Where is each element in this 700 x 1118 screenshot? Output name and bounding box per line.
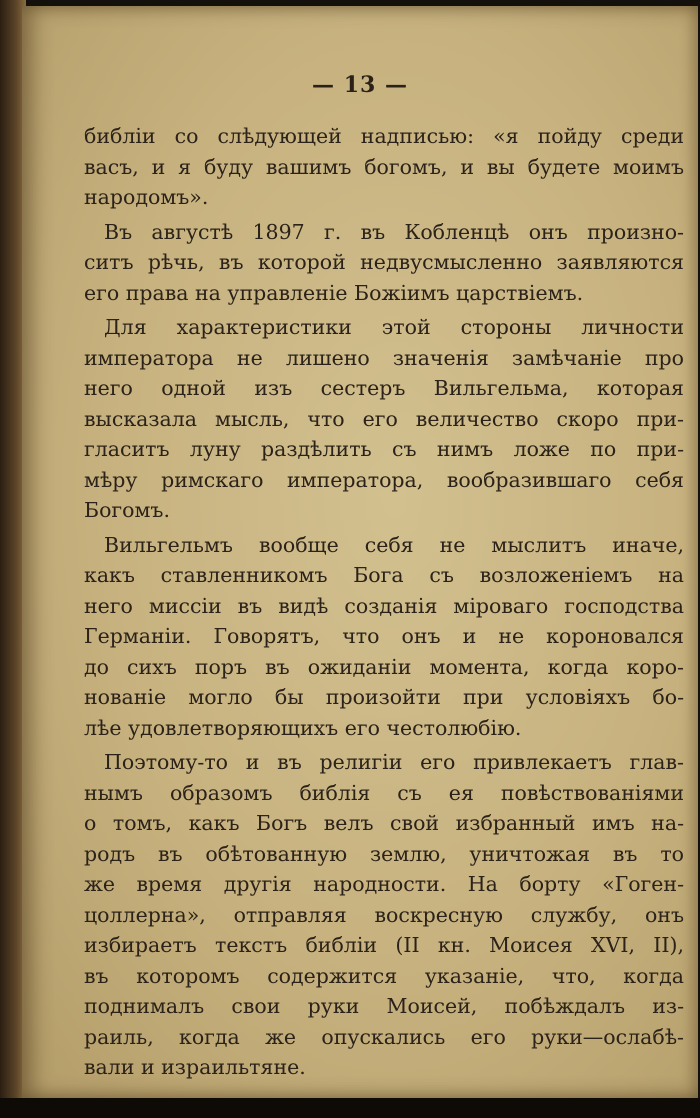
text-line: избираетъ текстъ библіи (II кн. Моисея XVI, II), bbox=[84, 933, 684, 957]
text-line: высказала мысль, что его величество скоро при- bbox=[84, 406, 684, 431]
text-line: гласитъ луну раздѣлить съ нимъ ложе по при- bbox=[84, 437, 684, 461]
body-text bbox=[84, 121, 684, 1083]
text-line: родъ въ обѣтованную землю, уничтожая въ то bbox=[84, 841, 684, 866]
text-line: Богомъ. bbox=[84, 498, 170, 522]
bottom-shadow bbox=[0, 1098, 700, 1118]
text-line: Въ августѣ 1897 г. въ Кобленцѣ онъ произно- bbox=[104, 219, 684, 244]
text-line: въ которомъ содержится указаніе, что, когда bbox=[84, 963, 684, 988]
text-line: народомъ». bbox=[84, 185, 209, 209]
text-line: Вильгельмъ вообще себя не мыслитъ иначе, bbox=[104, 532, 684, 557]
text-line: нымъ образомъ библія съ ея повѣствованіями bbox=[84, 780, 684, 805]
text-line: него одной изъ сестеръ Вильгельма, которая bbox=[84, 376, 684, 400]
text-line: какъ ставленникомъ Бога съ возложеніемъ на bbox=[84, 563, 684, 587]
text-line: поднималъ свои руки Моисей, побѣждалъ из- bbox=[84, 994, 684, 1018]
text-line: до сихъ поръ въ ожиданіи момента, когда коро- bbox=[84, 654, 684, 679]
text-line: лѣе удовлетворяющихъ его честолюбію. bbox=[84, 715, 522, 740]
text-line: его права на управленіе Божіимъ царствіемъ. bbox=[84, 280, 584, 305]
book-page bbox=[22, 6, 698, 1098]
text-line: него миссіи въ видѣ созданія міроваго господства bbox=[84, 593, 684, 618]
text-line: императора не лишено значенія замѣчаніе про bbox=[84, 345, 684, 370]
text-line: Германіи. Говорятъ, что онъ и не короновался bbox=[84, 624, 684, 648]
text-line: васъ, и я буду вашимъ богомъ, и вы будете моимъ bbox=[84, 154, 684, 179]
text-line: вали и израильтяне. bbox=[84, 1055, 306, 1079]
text-line: библіи со слѣдующей надписью: «я пойду среди bbox=[84, 124, 684, 148]
text-line: Поэтому-то и въ религіи его привлекаетъ глав- bbox=[104, 750, 684, 774]
text-line: цоллерна», отправляя воскресную службу, онъ bbox=[84, 902, 684, 927]
text-line: раиль, когда же опускались его руки—ослабѣ- bbox=[84, 1024, 684, 1049]
page-number: — 13 — bbox=[312, 72, 408, 98]
text-line: Для характеристики этой стороны личности bbox=[104, 315, 684, 339]
text-line: ситъ рѣчь, въ которой недвусмысленно заявляются bbox=[84, 250, 684, 274]
text-line: нованіе могло бы произойти при условіяхъ бо- bbox=[84, 685, 684, 709]
text-line: мѣру римскаго императора, вообразившаго себя bbox=[84, 467, 684, 492]
text-line: же время другія народности. На борту «Гоген- bbox=[84, 872, 684, 896]
text-line: о томъ, какъ Богъ велъ свой избранный имъ на- bbox=[84, 811, 684, 835]
